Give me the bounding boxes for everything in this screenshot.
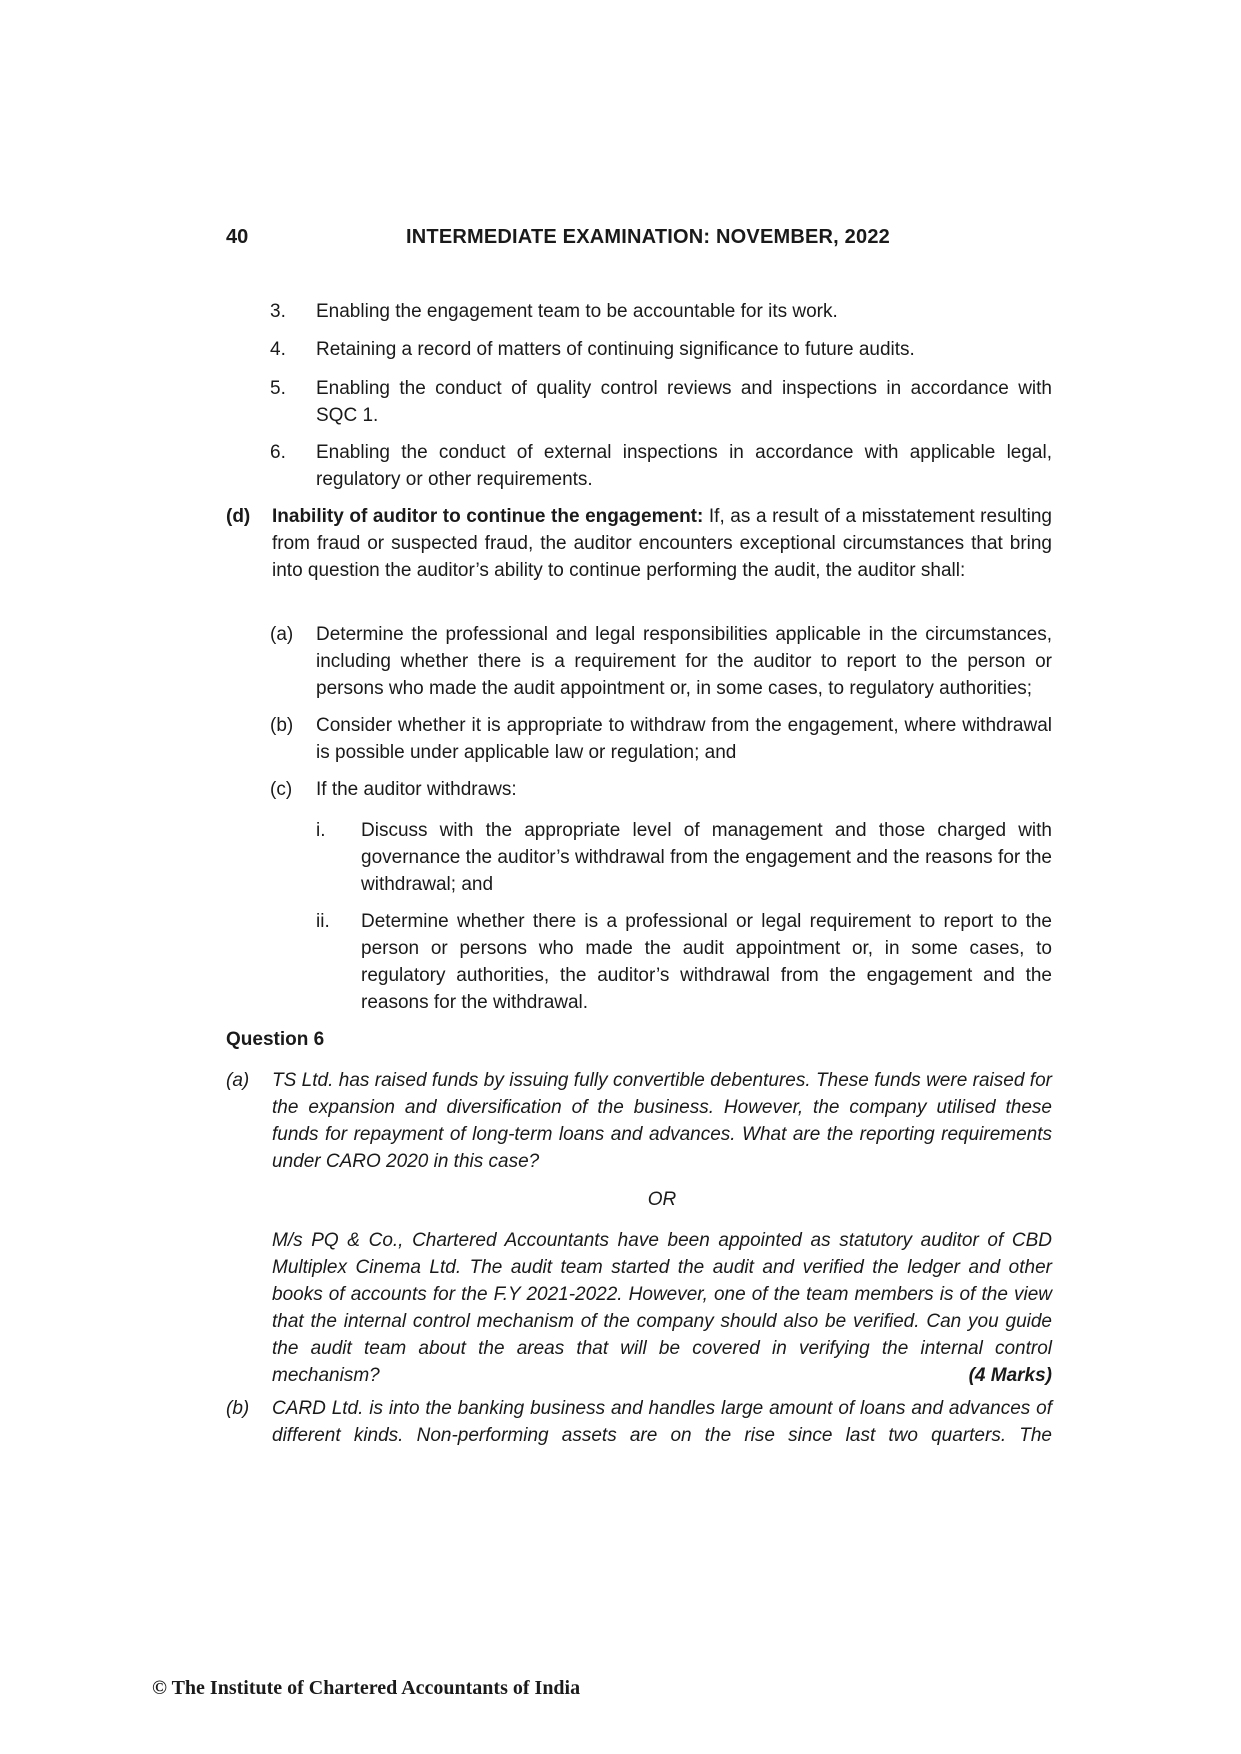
list-item-number: 5. — [270, 378, 286, 399]
page-header-title: INTERMEDIATE EXAMINATION: NOVEMBER, 2022 — [406, 226, 890, 248]
list-item-text: Enabling the conduct of quality control reviews and inspections in accordance with SQC 1. — [316, 378, 1052, 426]
sub-item-text: Consider whether it is appropriate to withdraw from the engagement, where withdrawal is possible under applicable law or regulation; and — [316, 715, 1052, 763]
question-part-label: (a) — [226, 1070, 250, 1091]
question-alternative-text: M/s PQ & Co., Chartered Accountants have been appointed as statutory auditor of CBD Multiplex Cinema Ltd. The audit team started the audit and verified the ledger and other books of accounts for the F.Y 2021-2022. However, one of the team members is of the view that the internal control mechanism of the company should also be verified. Can you guide the audit team about the areas that will be covered in verifying the internal control mechanism? — [272, 1230, 1052, 1386]
list-item-number: 4. — [270, 339, 286, 360]
section-d-paragraph — [272, 503, 1052, 584]
sub-item-text: Determine the professional and legal responsibilities applicable in the circumstances, including whether there is a requirement for the auditor to report to the person or persons who made the audit appointment or, in some cases, to regulatory authorities; — [316, 624, 1052, 699]
sub-item-label: (b) — [270, 715, 294, 736]
section-label: (d) — [226, 506, 251, 527]
question-part-label: (b) — [226, 1398, 250, 1419]
marks-label: (4 Marks) — [968, 1365, 1052, 1386]
roman-item-label: ii. — [316, 911, 330, 932]
section-d-text: If, as a result of a misstatement resulting from fraud or suspected fraud, the auditor encounters exceptional circumstances that bring into question the auditor’s ability to continue performing the audit, the auditor shall: — [272, 506, 1052, 581]
page-number: 40 — [226, 226, 249, 248]
roman-item-text: Determine whether there is a professional or legal requirement to report to the person or persons who made the audit appointment or, in some cases, to regulatory authorities, the auditor’s withdrawal from the engagement and the reasons for the withdrawal. — [361, 911, 1052, 1013]
sub-item-text: If the auditor withdraws: — [316, 779, 517, 800]
question-part-text: CARD Ltd. is into the banking business and handles large amount of loans and advances of different kinds. Non-performing assets are on the rise since last two quarters. The — [272, 1398, 1052, 1446]
question-heading: Question 6 — [226, 1029, 325, 1050]
list-item-number: 6. — [270, 442, 286, 463]
sub-item-label: (c) — [270, 779, 293, 800]
list-item-text: Enabling the engagement team to be accountable for its work. — [316, 301, 838, 322]
roman-item-text: Discuss with the appropriate level of management and those charged with governance the auditor’s withdrawal from the engagement and the reasons for the withdrawal; and — [361, 820, 1052, 895]
list-item-text: Retaining a record of matters of continuing significance to future audits. — [316, 339, 915, 360]
question-part-text: TS Ltd. has raised funds by issuing fully convertible debentures. These funds were raised for the expansion and diversification of the business. However, the company utilised these funds for repayment of long-term loans and advances. What are the reporting requirements under CARO 2020 in this case? — [272, 1070, 1052, 1172]
section-d-heading: Inability of auditor to continue the engagement: — [272, 506, 704, 527]
footer-copyright: © The Institute of Chartered Accountants of India — [152, 1677, 581, 1699]
list-item-text: Enabling the conduct of external inspections in accordance with applicable legal, regulatory or other requirements. — [316, 442, 1052, 490]
or-separator: OR — [647, 1189, 677, 1210]
sub-item-label: (a) — [270, 624, 294, 645]
roman-item-label: i. — [316, 820, 326, 841]
question-alternative — [272, 1227, 1052, 1389]
list-item-number: 3. — [270, 301, 286, 322]
